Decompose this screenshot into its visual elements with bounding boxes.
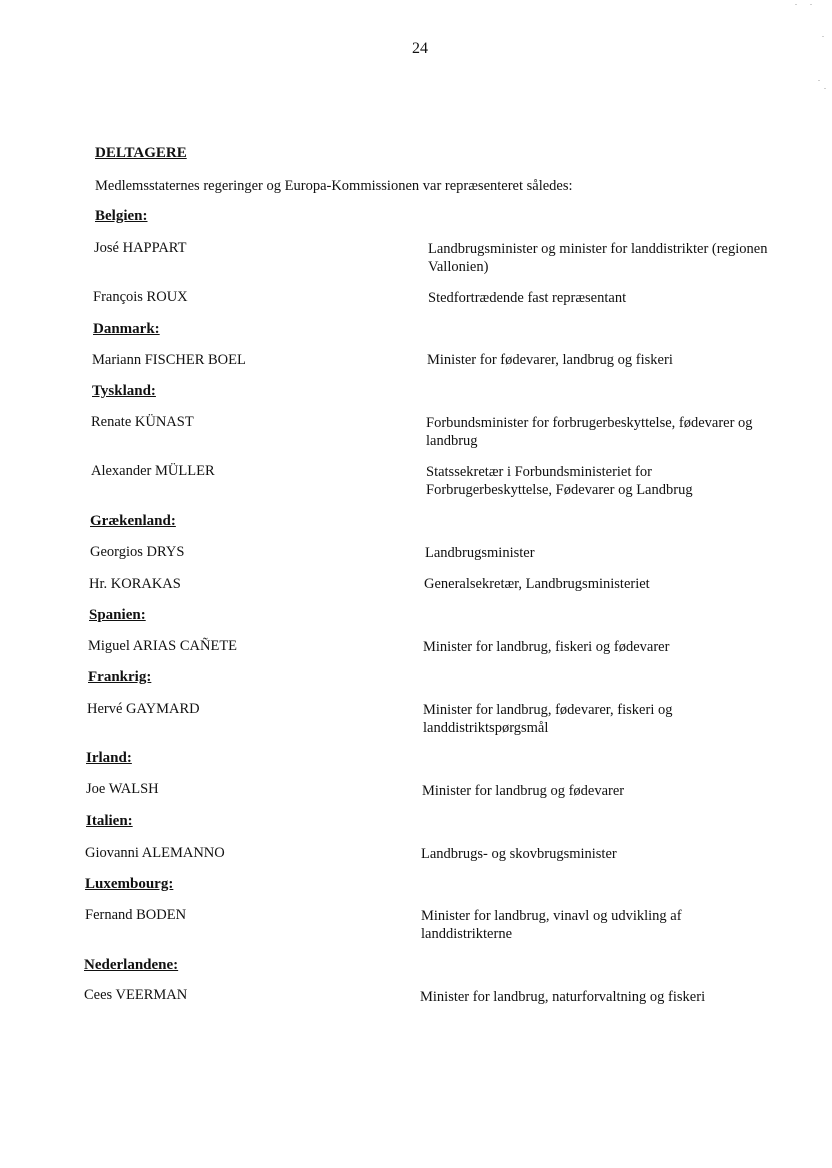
participant-name: Alexander MÜLLER [91, 463, 215, 479]
participant-name: Cees VEERMAN [84, 987, 188, 1003]
country-heading: Spanien: [89, 607, 146, 623]
country-heading: Nederlandene: [84, 957, 179, 973]
participant-name: Hervé GAYMARD [87, 701, 200, 717]
page-number: 24 [412, 40, 428, 57]
scan-speck [824, 88, 826, 89]
participant-name: José HAPPART [94, 240, 187, 256]
scan-speck [810, 4, 812, 5]
participant-role: Minister for landbrug, fiskeri og fødevarer [423, 639, 670, 655]
country-heading: Luxembourg: [85, 876, 174, 892]
participant-name: Mariann FISCHER BOEL [92, 352, 246, 368]
participant-role: Forbundsminister for forbrugerbeskyttelse, fødevarer og landbrug [426, 415, 753, 449]
country-heading: Italien: [86, 813, 133, 829]
scan-speck [822, 36, 824, 37]
participant-role: Landbrugs- og skovbrugsminister [421, 846, 617, 862]
participant-name: Fernand BODEN [85, 907, 187, 923]
participant-role: Minister for landbrug og fødevarer [422, 783, 625, 799]
participant-role: Landbrugsminister og minister for landdistrikter (regionen Vallonien) [428, 241, 768, 275]
participant-role: Statssekretær i Forbundsministeriet for Forbrugerbeskyttelse, Fødevarer og Landbrug [426, 464, 693, 498]
participant-role: Minister for fødevarer, landbrug og fiskeri [427, 352, 673, 368]
country-heading: Grækenland: [90, 513, 176, 529]
participant-role: Landbrugsminister [425, 545, 535, 561]
country-heading: Belgien: [95, 208, 148, 224]
participant-name: Hr. KORAKAS [89, 576, 181, 592]
participant-role: Minister for landbrug, naturforvaltning og fiskeri [420, 989, 706, 1005]
country-heading: Danmark: [93, 321, 160, 337]
participant-role: Minister for landbrug, vinavl og udvikling af landdistrikterne [421, 908, 682, 942]
participant-role: Minister for landbrug, fødevarer, fiskeri og landdistriktspørgsmål [423, 702, 673, 736]
participant-name: Miguel ARIAS CAÑETE [88, 638, 238, 654]
participant-role: Stedfortrædende fast repræsentant [428, 290, 627, 306]
participant-name: Georgios DRYS [90, 544, 185, 560]
section-heading: DELTAGERE [95, 145, 187, 161]
participant-name: Joe WALSH [86, 781, 159, 797]
country-heading: Tyskland: [92, 383, 156, 399]
scan-speck [818, 80, 820, 81]
country-heading: Irland: [86, 750, 132, 766]
participant-name: Giovanni ALEMANNO [85, 845, 225, 861]
participant-name: François ROUX [93, 289, 188, 305]
country-heading: Frankrig: [88, 669, 152, 685]
participant-role: Generalsekretær, Landbrugsministeriet [424, 576, 650, 592]
participant-name: Renate KÜNAST [91, 414, 194, 430]
intro-text: Medlemsstaternes regeringer og Europa-Kommissionen var repræsenteret således: [95, 178, 573, 194]
scan-speck [795, 4, 797, 5]
